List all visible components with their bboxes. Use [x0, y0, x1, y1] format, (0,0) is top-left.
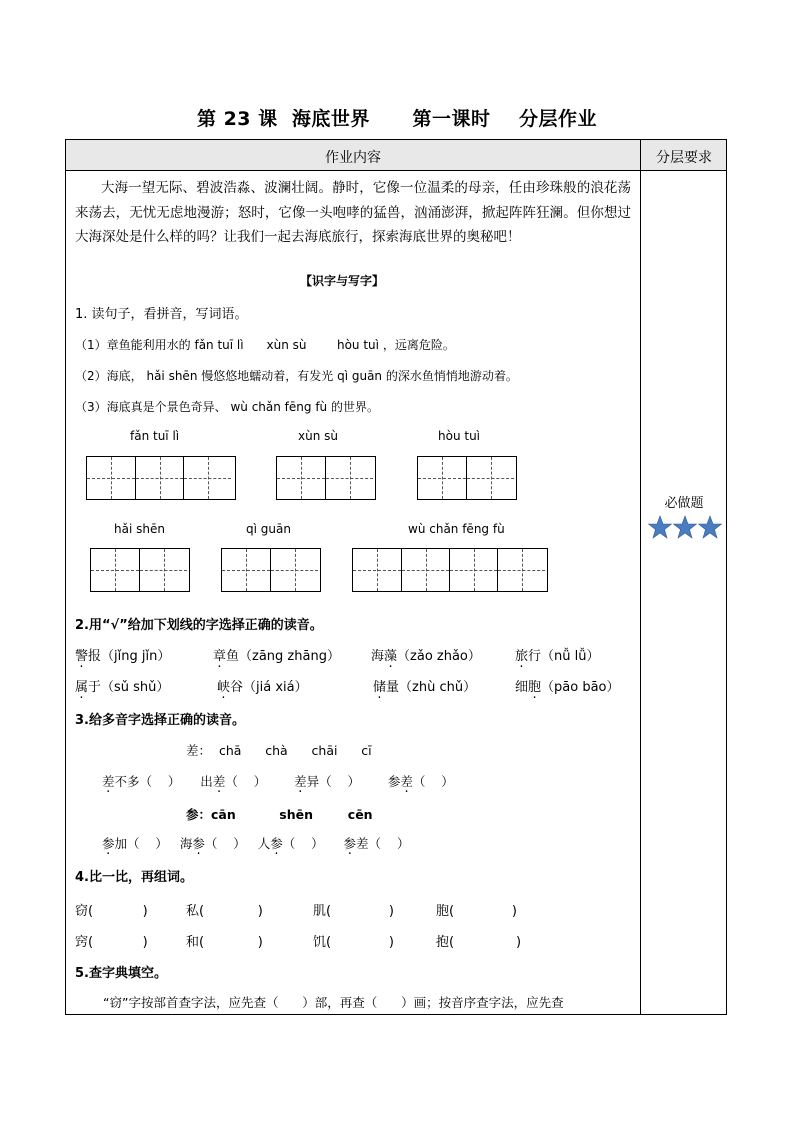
- q1-s1-pinyin-3: hòu tuì: [336, 338, 379, 352]
- q2-rest: （zǎo zhǎo）: [397, 649, 481, 664]
- q1-s3-pre: （3）海底真是个景色奇异、: [75, 400, 227, 414]
- q1-s2-mid: 慢悠悠地蠕动着，有发光: [201, 369, 334, 383]
- q1-title: 1. 读句子，看拼音，写词语。: [75, 307, 248, 322]
- q3-cha-words: [102, 772, 454, 790]
- grid-label: xùn sù: [298, 429, 338, 443]
- header-level: 分层要求: [656, 150, 712, 166]
- q2-char: 属: [75, 680, 89, 695]
- star-icon: [673, 515, 697, 539]
- q3-char: 差: [294, 774, 307, 789]
- q2-item: [217, 676, 308, 695]
- q4-item: 私( ): [186, 904, 263, 919]
- grid-cell[interactable]: [277, 457, 325, 499]
- q3-rest: （ ）: [282, 836, 324, 851]
- writing-grid[interactable]: [417, 456, 517, 500]
- q2-char: 海: [371, 649, 385, 664]
- q2-item: [515, 645, 599, 664]
- q2-rest: 鱼（zāng zhāng）: [226, 649, 340, 664]
- star-rating: [648, 515, 722, 539]
- q1-s1-pre: （1）章鱼能利用水的: [75, 338, 191, 352]
- q4-item: 饥( ): [313, 935, 394, 950]
- q2-char: 储: [373, 680, 387, 695]
- grid-cell[interactable]: [497, 549, 545, 591]
- grid-label: hòu tuì: [438, 429, 481, 443]
- grid-cell[interactable]: [139, 549, 187, 591]
- q1-s2-post: 的深水鱼悄悄地游动着。: [385, 369, 518, 383]
- q3-rest: （ ）: [368, 836, 410, 851]
- q3-char: 海: [179, 836, 193, 851]
- grid-label: qì guān: [246, 522, 291, 536]
- q1-s1-post: ，远离危险。: [382, 338, 455, 352]
- grid-label: wù chǎn fēng fù: [408, 522, 505, 536]
- q3-rest: 异（ ）: [306, 774, 360, 789]
- q4-title: 4.比一比，再组词。: [75, 870, 193, 885]
- requirement-label: 必做题: [664, 496, 704, 511]
- q2-rest: 行（nǚ lǚ）: [528, 649, 600, 664]
- q3-char: 人: [257, 836, 271, 851]
- q3-rest: 加（ ）: [114, 836, 168, 851]
- q2-rest: 报（jǐng jǐn）: [88, 649, 171, 664]
- q1-s2-pre: （2）海底，: [75, 369, 143, 383]
- q2-char: 警: [75, 649, 89, 664]
- q2-char: 藻: [384, 649, 398, 664]
- column-divider: [640, 140, 641, 1014]
- q2-rest: （pāo bāo）: [541, 680, 620, 695]
- q3-rest: （ ）: [204, 836, 246, 851]
- grid-cell[interactable]: [135, 457, 183, 499]
- star-icon: [698, 515, 722, 539]
- header-content: 作业内容: [325, 150, 381, 166]
- q2-char: 章: [213, 649, 227, 664]
- q2-rest: 于（sǔ shǔ）: [88, 680, 170, 695]
- q2-item: [75, 676, 169, 695]
- q3-char: 参: [270, 836, 283, 851]
- grid-cell[interactable]: [401, 549, 449, 591]
- grid-label: hǎi shēn: [114, 522, 165, 536]
- star-icon: [648, 515, 672, 539]
- q2-char: 峡: [217, 680, 231, 695]
- grid-cell[interactable]: [418, 457, 466, 499]
- q3-title: 3.给多音字选择正确的读音。: [75, 713, 245, 728]
- grid-cell[interactable]: [270, 549, 318, 591]
- q2-rest: 量（zhù chǔ）: [386, 680, 477, 695]
- table-header: [66, 140, 726, 171]
- q3-can-options: 参：cān shēn cēn: [186, 807, 373, 822]
- q3-char: 参: [387, 774, 401, 789]
- q2-title: 2.用“√”给加下划线的字选择正确的读音。: [75, 618, 323, 633]
- q1-sentence-2: [75, 367, 518, 384]
- q3-char: 参: [343, 836, 357, 851]
- q3-char: 参: [192, 836, 205, 851]
- q3-char: 差: [356, 836, 369, 851]
- q2-item: [515, 676, 620, 695]
- q1-sentence-3: [75, 398, 379, 415]
- grid-cell[interactable]: [222, 549, 270, 591]
- grid-cell[interactable]: [183, 457, 231, 499]
- writing-grid[interactable]: [276, 456, 376, 500]
- q4-item: 胞( ): [436, 904, 517, 919]
- q1-s3-post: 的世界。: [330, 400, 379, 414]
- q1-s2-pinyin-2: qì guān: [337, 369, 383, 383]
- q1-sentence-1: [75, 336, 455, 353]
- grid-cell[interactable]: [466, 457, 514, 499]
- q4-item: 窍( ): [75, 935, 148, 950]
- q2-item: [213, 645, 340, 664]
- q1-s3-pinyin: wù chǎn fēng fù: [230, 400, 328, 414]
- q3-char: 差: [102, 774, 115, 789]
- grid-cell[interactable]: [325, 457, 373, 499]
- grid-cell[interactable]: [449, 549, 497, 591]
- q1-s2-pinyin-1: hǎi shēn: [146, 369, 198, 383]
- q3-char: 参: [102, 836, 115, 851]
- q4-item: 肌( ): [313, 904, 394, 919]
- q1-s1-pinyin-1: fǎn tuī lì: [194, 338, 244, 352]
- writing-grid[interactable]: [86, 456, 236, 500]
- q3-rest: （ ）: [225, 774, 267, 789]
- q2-rest: 谷（jiá xiá）: [230, 680, 308, 695]
- q4-item: 和( ): [186, 935, 263, 950]
- q3-char: 差: [400, 774, 413, 789]
- q2-char: 旅: [515, 649, 529, 664]
- grid-label: fǎn tuī lì: [130, 429, 180, 443]
- page-title: 第 23 课 海底世界 第一课时 分层作业: [196, 108, 598, 130]
- q5-text: “窃”字按部首查字法，应先查（ ）部，再查（ ）画；按音序查字法，应先查: [103, 995, 564, 1010]
- grid-cell[interactable]: [87, 457, 135, 499]
- q3-rest: 不多（ ）: [114, 774, 181, 789]
- q3-cha-options: 差： chā chà chāi cī: [186, 743, 372, 758]
- q4-item: 窃( ): [75, 904, 148, 919]
- grid-cell[interactable]: [353, 549, 401, 591]
- writing-grid[interactable]: [90, 548, 190, 592]
- q2-item: [371, 645, 481, 664]
- q2-char: 胞: [528, 680, 542, 695]
- q3-char: 差: [212, 774, 226, 789]
- q2-item: [373, 676, 476, 695]
- q1-s1-pinyin-2: xùn sù: [266, 338, 307, 352]
- q5-title: 5.查字典填空。: [75, 966, 167, 981]
- writing-grid[interactable]: [221, 548, 321, 592]
- section-heading: 【识字与写字】: [300, 274, 385, 288]
- writing-grid[interactable]: [352, 548, 548, 592]
- q2-item: [75, 645, 170, 664]
- intro-paragraph: 大海一望无际、碧波浩淼、波澜壮阔。静时，它像一位温柔的母亲，任由珍珠般的浪花荡来荡去，无忧无虑地漫游；怒时，它像一头咆哮的猛兽，汹涌澎湃，掀起阵阵狂澜。但你想过大海深处是什么样的吗？让我们一起去海底旅行，探索海底世界的奥秘吧！: [75, 180, 631, 245]
- q4-item: 抱( ): [436, 935, 522, 950]
- q3-rest: （ ）: [412, 774, 454, 789]
- grid-cell[interactable]: [91, 549, 139, 591]
- q3-can-words: [102, 834, 409, 852]
- q2-char: 细: [515, 680, 529, 695]
- q3-char: 出: [200, 774, 213, 789]
